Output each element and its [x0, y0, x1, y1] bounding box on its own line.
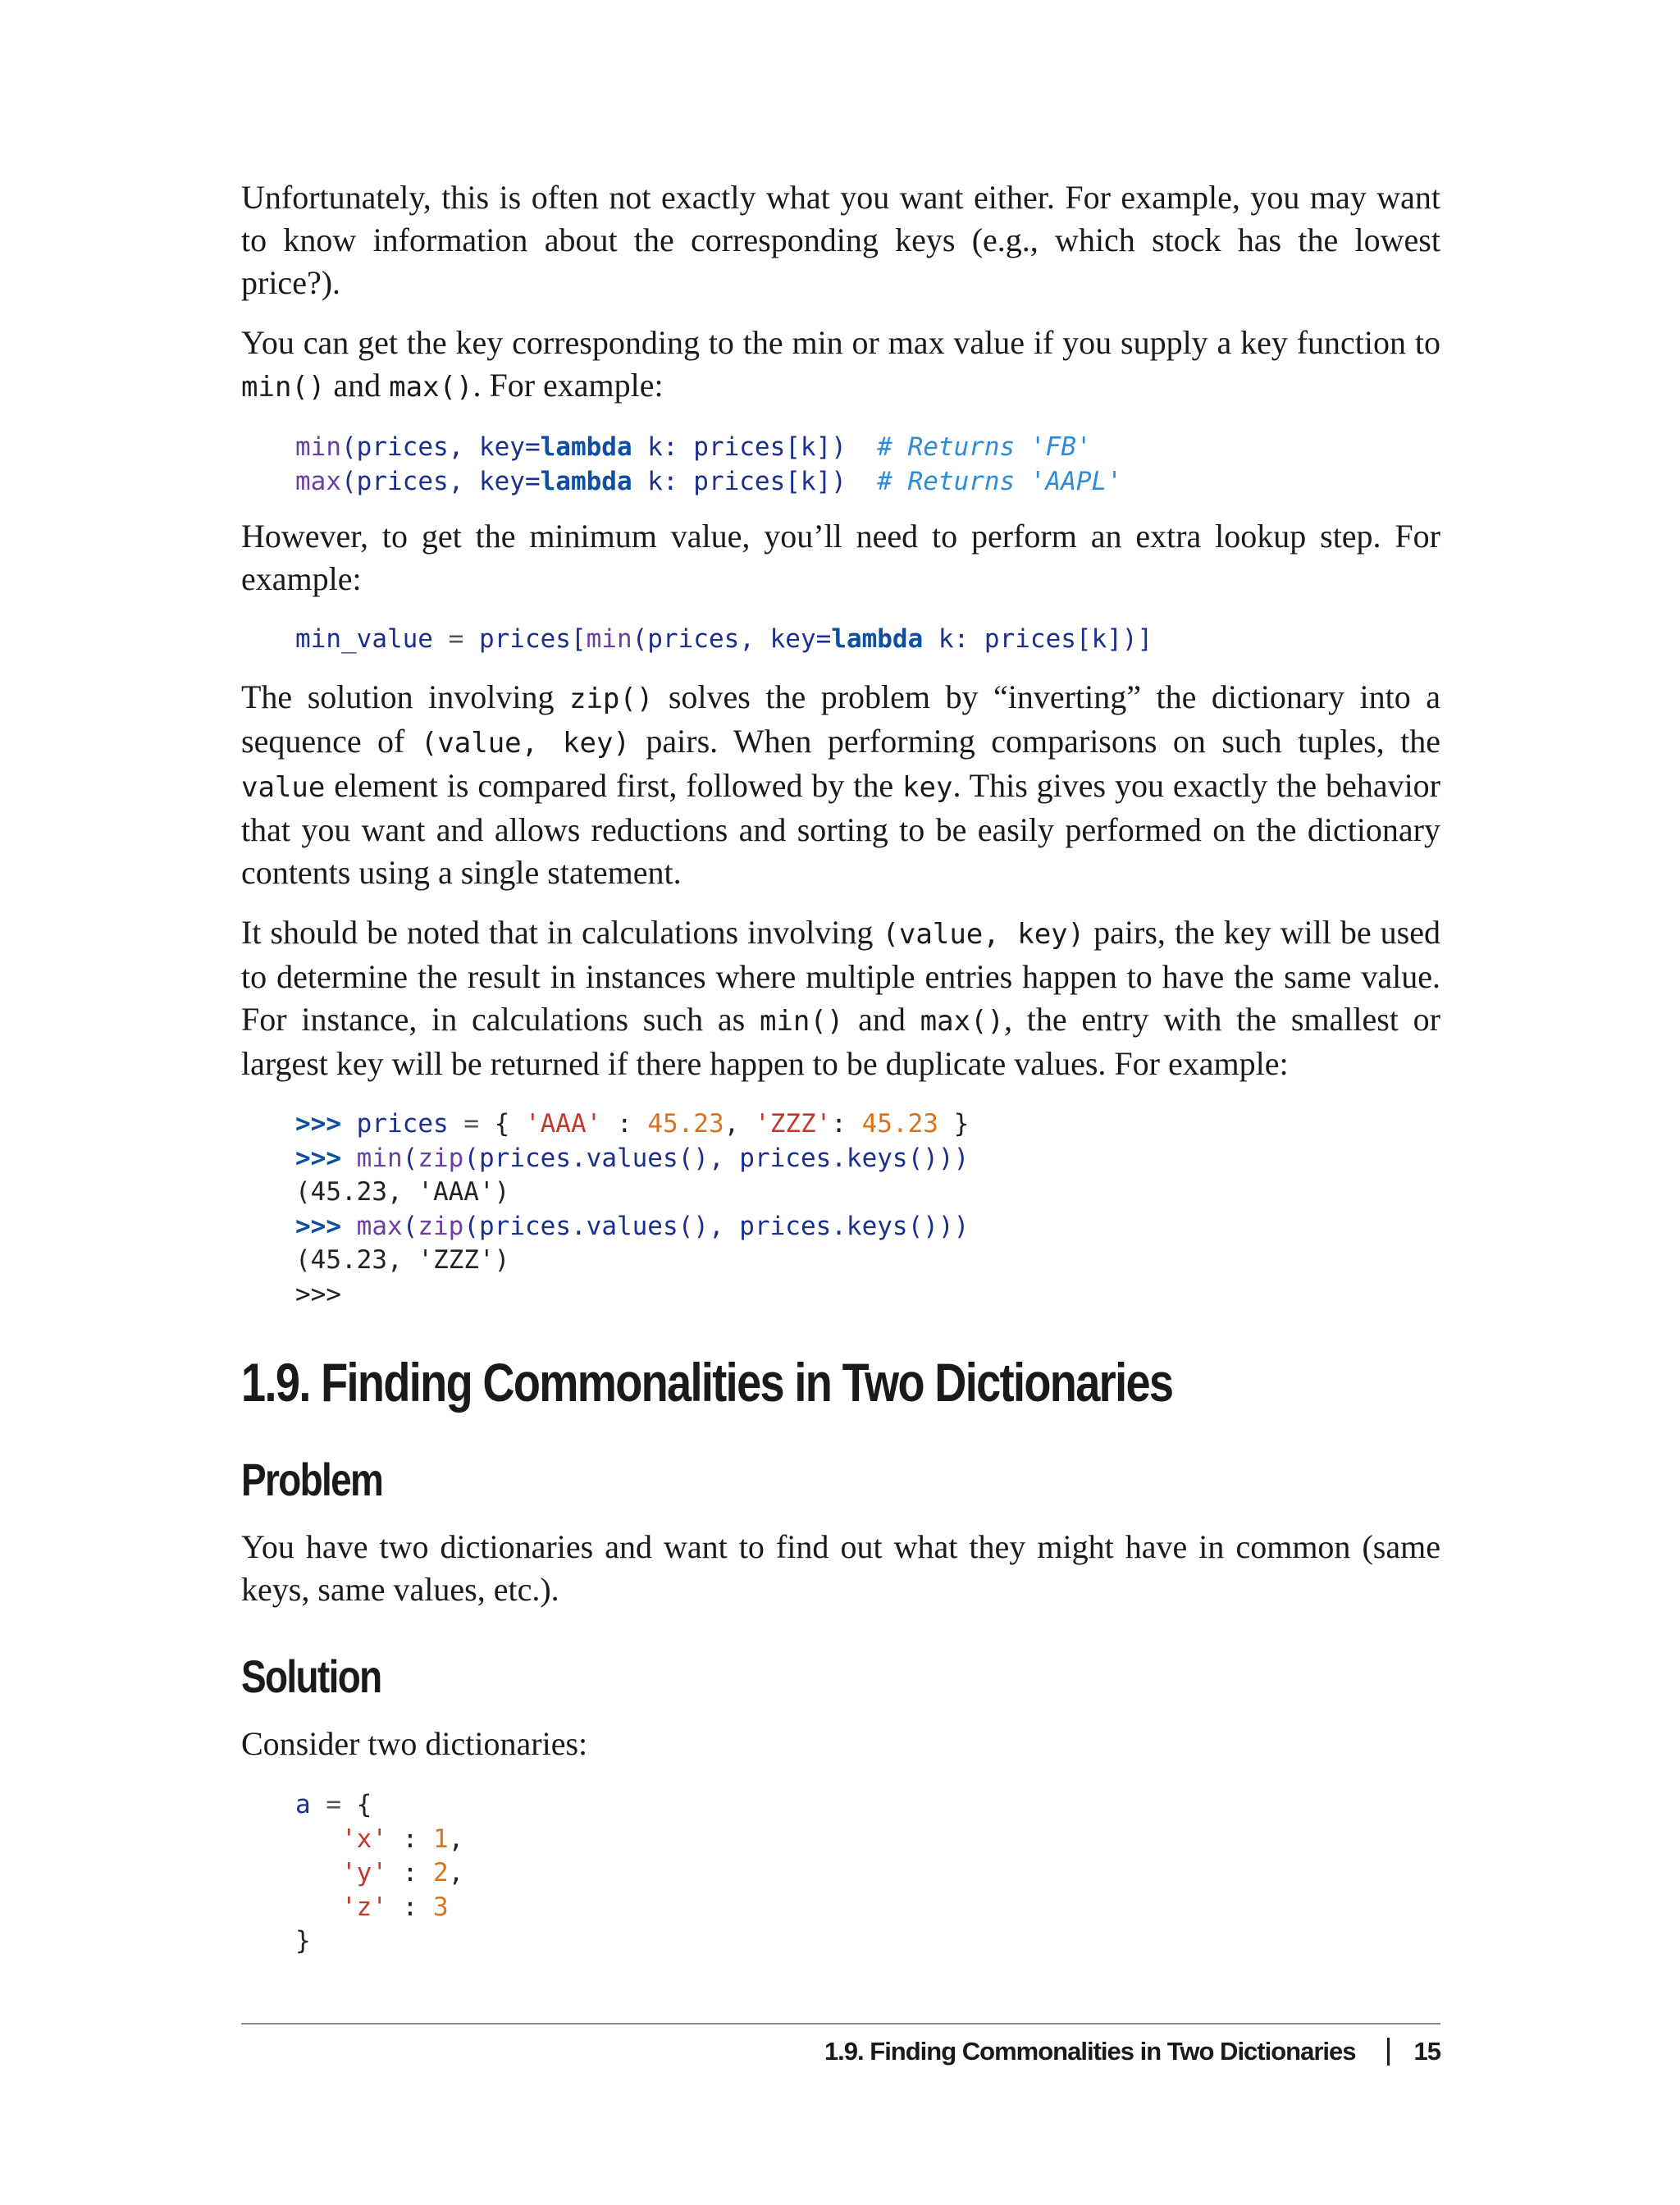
code-token: }: [295, 1926, 311, 1956]
code-token: }: [938, 1109, 970, 1139]
footer-separator: [1387, 2038, 1390, 2066]
text: solves the problem by “inverting” the dictionary into a sequence of: [241, 678, 1441, 760]
footer-title: 1.9. Finding Commonalities in Two Dictionaries: [824, 2037, 1356, 2066]
inline-code-value: value: [241, 771, 326, 804]
paragraph-key-function: [241, 322, 1440, 409]
code-block-min-max-key: [295, 431, 1122, 499]
inline-code-min: min(): [241, 371, 326, 404]
code-output: (45.23, 'ZZZ'): [295, 1245, 510, 1275]
code-token: :: [387, 1858, 433, 1888]
prompt: >>>: [295, 1143, 341, 1173]
code-token: max: [356, 1211, 403, 1241]
code-token: k: prices[k]): [632, 432, 847, 462]
code-comment: # Returns 'AAPL': [877, 466, 1122, 496]
prompt: >>>: [295, 1279, 341, 1309]
code-token: min: [586, 624, 632, 654]
code-token: (prices.values(), prices.keys())): [463, 1211, 970, 1241]
text: It should be noted that in calculations involving: [241, 914, 883, 951]
inline-code-max: max(): [389, 371, 473, 404]
inline-code-max: max(): [920, 1005, 1004, 1038]
code-number: 45.23: [861, 1109, 938, 1139]
paragraph-zip-solution: [241, 676, 1440, 894]
inline-code-key: key: [902, 771, 953, 804]
code-token: [847, 432, 877, 462]
inline-code-zip: zip(): [568, 682, 654, 715]
paragraph-problem: You have two dictionaries and want to find out what they might have in common (same keys, same values, etc.).: [241, 1528, 1440, 1608]
code-token: a: [295, 1790, 311, 1819]
code-token: {: [356, 1790, 372, 1819]
text: and: [843, 1001, 920, 1038]
code-token: :: [387, 1824, 433, 1854]
text: element is compared first, followed by the: [325, 767, 903, 804]
text: , the entry with the smallest or largest key will be returned if there happen to be duplicate values. For example:: [241, 1001, 1440, 1082]
code-token: lambda: [831, 624, 924, 654]
code-token: (: [402, 1143, 418, 1173]
code-token: :: [387, 1892, 433, 1922]
text: The solution involving: [241, 678, 569, 715]
code-number: 1: [433, 1824, 449, 1854]
prompt: >>>: [295, 1211, 341, 1241]
code-number: 2: [433, 1858, 449, 1888]
paragraph-solution: Consider two dictionaries:: [241, 1725, 588, 1762]
inline-code-value-key: (value, key): [420, 727, 630, 760]
text: and: [325, 367, 390, 404]
code-token: lambda: [540, 466, 632, 496]
inline-code-value-key: (value, key): [882, 918, 1085, 951]
code-token: max: [295, 466, 341, 496]
code-token: :: [601, 1109, 648, 1139]
text: You can get the key corresponding to the min or max value if you supply a key function to: [241, 324, 1440, 361]
code-token: prices[: [478, 624, 587, 654]
code-token: ,: [448, 1824, 464, 1854]
paragraph-extra-lookup: However, to get the minimum value, you’ll need to perform an extra lookup step. For example:: [241, 518, 1440, 597]
code-token: =: [448, 1109, 495, 1139]
code-string: 'x': [341, 1824, 387, 1854]
code-token: (prices, key=: [341, 466, 541, 496]
code-number: 45.23: [647, 1109, 724, 1139]
code-comment: # Returns 'FB': [877, 432, 1092, 462]
code-string: 'z': [341, 1892, 387, 1922]
code-number: 3: [433, 1892, 449, 1922]
code-token: (prices, key=: [632, 624, 832, 654]
code-token: k: prices[k])]: [923, 624, 1153, 654]
code-token: :: [831, 1109, 862, 1139]
code-token: ,: [448, 1858, 464, 1888]
code-token: (: [402, 1211, 418, 1241]
inline-code-min: min(): [759, 1005, 844, 1038]
code-string: 'ZZZ': [754, 1109, 832, 1139]
code-string: 'AAA': [524, 1109, 602, 1139]
page-number: 15: [1413, 2037, 1440, 2066]
footer-divider: [241, 2023, 1440, 2025]
code-token: prices: [356, 1109, 449, 1139]
page-footer: [824, 2031, 1440, 2072]
subheading-solution: Solution: [241, 1650, 381, 1702]
prompt: >>>: [295, 1109, 341, 1139]
code-token: [847, 467, 877, 496]
code-token: =: [310, 1790, 357, 1819]
code-token: =: [432, 624, 479, 654]
subheading-problem: Problem: [241, 1454, 383, 1505]
text: . This gives you exactly the behavior that you want and allows reductions and sorting to be easily performed on the dictionary contents using a single statement.: [241, 767, 1441, 891]
section-heading: 1.9. Finding Commonalities in Two Dictionaries: [241, 1352, 1173, 1413]
code-token: min_value: [295, 624, 433, 654]
code-token: lambda: [540, 432, 632, 462]
book-page: [241, 0, 1440, 2205]
paragraph-intro: Unfortunately, this is often not exactly what you want either. For example, you may want to know information about the corresponding keys (e.g., which stock has the lowest price?).: [241, 179, 1440, 301]
code-token: zip: [418, 1143, 464, 1173]
text: pairs, the key will be used to determine the result in instances where multiple entries happen to have the same value. For instance, in calculations such as: [241, 914, 1440, 1038]
code-token: min: [295, 432, 341, 462]
code-token: (prices.values(), prices.keys())): [463, 1143, 970, 1173]
code-token: zip: [418, 1211, 464, 1241]
code-string: 'y': [341, 1858, 387, 1888]
code-token: {: [494, 1109, 525, 1139]
code-token: min: [356, 1143, 403, 1173]
paragraph-duplicate-values: [241, 911, 1440, 1085]
code-output: (45.23, 'AAA'): [295, 1177, 510, 1207]
code-token: k: prices[k]): [632, 466, 847, 496]
text: . For example:: [472, 367, 664, 404]
code-token: (prices, key=: [341, 432, 541, 462]
code-block-dict-a: [295, 1788, 463, 1959]
code-block-interpreter-session: [295, 1107, 969, 1312]
code-token: ,: [724, 1109, 755, 1139]
text: pairs. When performing comparisons on such tuples, the: [629, 723, 1441, 760]
code-block-min-value: [295, 623, 1153, 657]
